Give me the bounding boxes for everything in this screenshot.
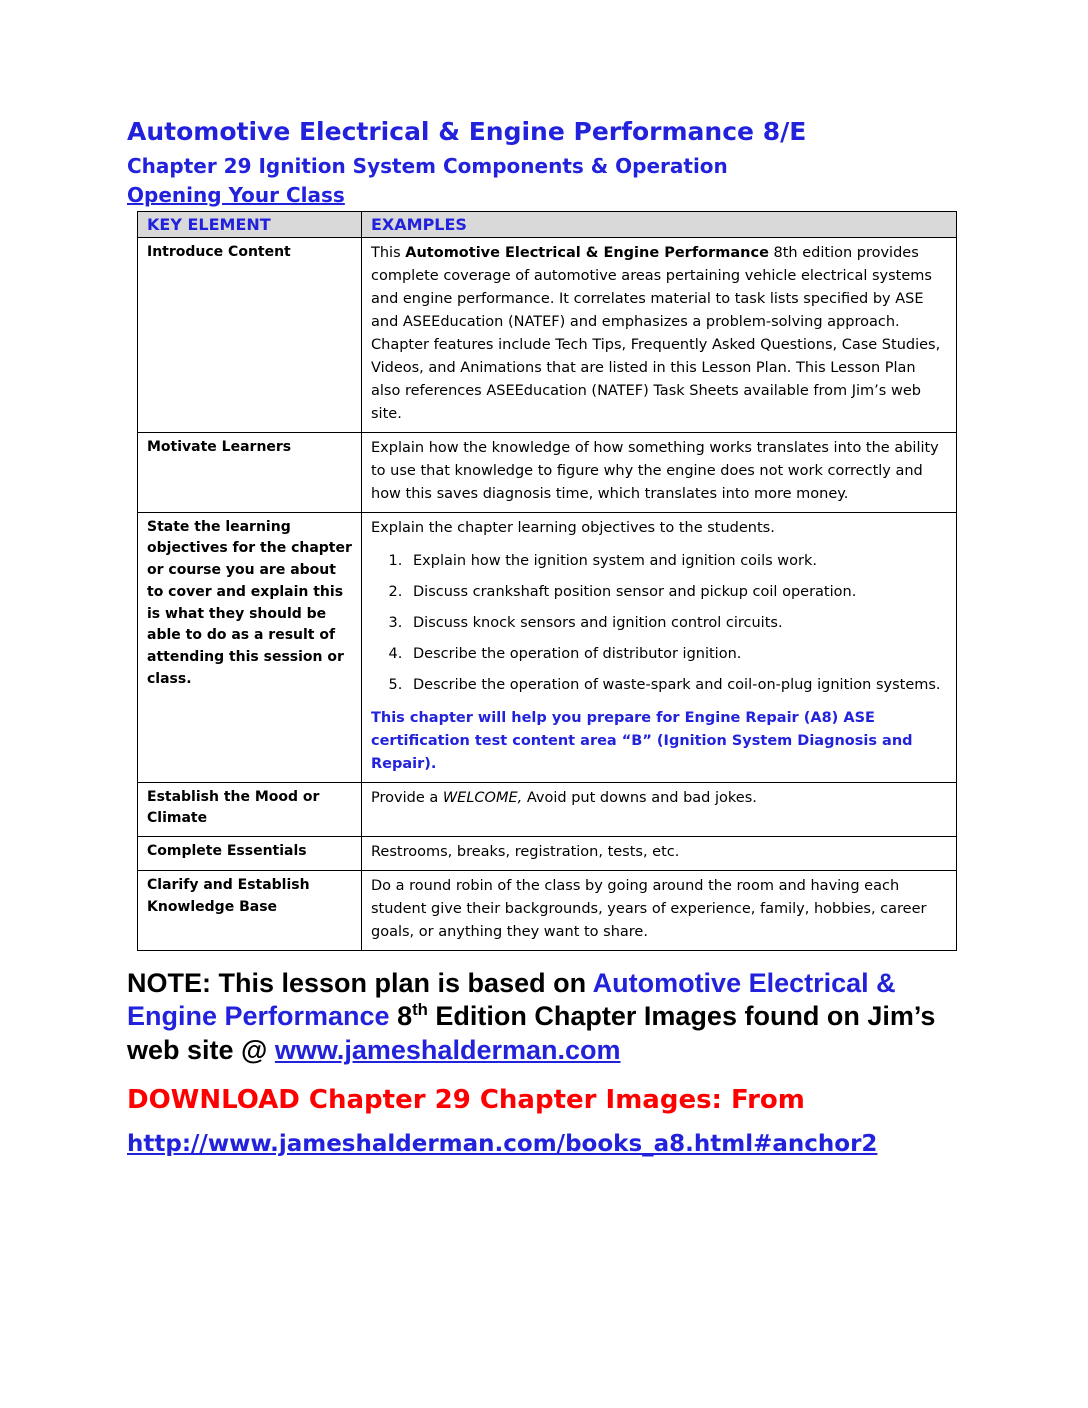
example-motivate-learners: Explain how the knowledge of how something works translates into the ability to use that knowledge to figure why the engine does not work correctly and how this saves diagnosis time, which translates into more money. (362, 432, 957, 512)
key-introduce-content: Introduce Content (138, 237, 362, 432)
key-clarify-knowledge-base: Clarify and Establish Knowledge Base (138, 871, 362, 951)
example-complete-essentials: Restrooms, breaks, registration, tests, etc. (362, 837, 957, 871)
mood-suffix: Avoid put downs and bad jokes. (522, 789, 757, 806)
jameshalderman-home-link[interactable]: www.jameshalderman.com (274, 1034, 621, 1065)
objectives-list (371, 550, 947, 697)
table-row (138, 237, 957, 432)
lesson-plan-table (137, 211, 957, 951)
note-book-title: Automotive Electrical & Engine Performance (127, 968, 896, 1032)
note-text-3: Edition Chapter Images found on Jim’s web site @ (127, 1001, 936, 1065)
objectives-intro: Explain the chapter learning objectives to the students. (371, 519, 775, 536)
book-title-inline: Automotive Electrical & Engine Performance (405, 244, 769, 261)
table-row (138, 837, 957, 871)
table-row (138, 782, 957, 836)
key-establish-mood: Establish the Mood or Climate (138, 782, 362, 836)
lesson-plan-note (127, 967, 968, 1067)
download-instruction: DOWNLOAD Chapter 29 Chapter Images: From (127, 1084, 805, 1115)
intro-body: 8th edition provides complete coverage of automotive areas pertaining vehicle electrical systems and engine performance. It correlates material to task lists specified by ASE and ASEEducation (NATEF) and emphasizes a problem-solving approach. Chapter features include Tech Tips, Frequently Asked Questions, Case Studies, Videos, and Animations that are listed in this Lesson Plan. This Lesson Plan also references ASEEducation (NATEF) Task Sheets available from Jim’s web site. (371, 244, 941, 422)
example-clarify-knowledge-base: Do a round robin of the class by going around the room and having each student give their backgrounds, years of experience, family, hobbies, career goals, or anything they want to share. (362, 871, 957, 951)
column-header-examples: EXAMPLES (362, 211, 957, 237)
page-title: Automotive Electrical & Engine Performance 8/E (127, 117, 807, 146)
table-row (138, 432, 957, 512)
welcome-emphasis: WELCOME, (442, 789, 523, 806)
example-establish-mood (362, 782, 957, 836)
column-header-key-element: KEY ELEMENT (138, 211, 362, 237)
ase-certification-note: This chapter will help you prepare for Engine Repair (A8) ASE certification test content area “B” (Ignition System Diagnosis and Repair). (371, 709, 913, 772)
chapter-images-download-link[interactable]: http://www.jameshalderman.com/books_a8.html#anchor2 (127, 1130, 878, 1157)
objective-item: 1. Explain how the ignition system and ignition coils work. (407, 550, 947, 573)
objective-item: 2. Discuss crankshaft position sensor and pickup coil operation. (407, 581, 947, 604)
objective-item: 4. Describe the operation of distributor ignition. (407, 643, 947, 666)
key-complete-essentials: Complete Essentials (138, 837, 362, 871)
key-learning-objectives: State the learning objectives for the chapter or course you are about to cover and explain this is what they should be able to do as a result of attending this session or class. (138, 512, 362, 782)
example-introduce-content (362, 237, 957, 432)
chapter-subtitle: Chapter 29 Ignition System Components & Operation (127, 153, 728, 178)
objective-item: 3. Discuss knock sensors and ignition control circuits. (407, 612, 947, 635)
download-url-line (127, 1131, 968, 1157)
table-row (138, 871, 957, 951)
table-row (138, 512, 957, 782)
intro-prefix: This (371, 244, 406, 261)
note-superscript-th: th (412, 1000, 428, 1020)
key-motivate-learners: Motivate Learners (138, 432, 362, 512)
note-text-1: NOTE: This lesson plan is based on (127, 968, 593, 999)
mood-prefix: Provide a (371, 789, 443, 806)
objective-item: 5. Describe the operation of waste-spark and coil-on-plug ignition systems. (407, 674, 947, 697)
section-heading: Opening Your Class (127, 182, 345, 207)
note-text-2: 8 (389, 1001, 413, 1032)
table-header-row (138, 211, 957, 237)
example-learning-objectives (362, 512, 957, 782)
